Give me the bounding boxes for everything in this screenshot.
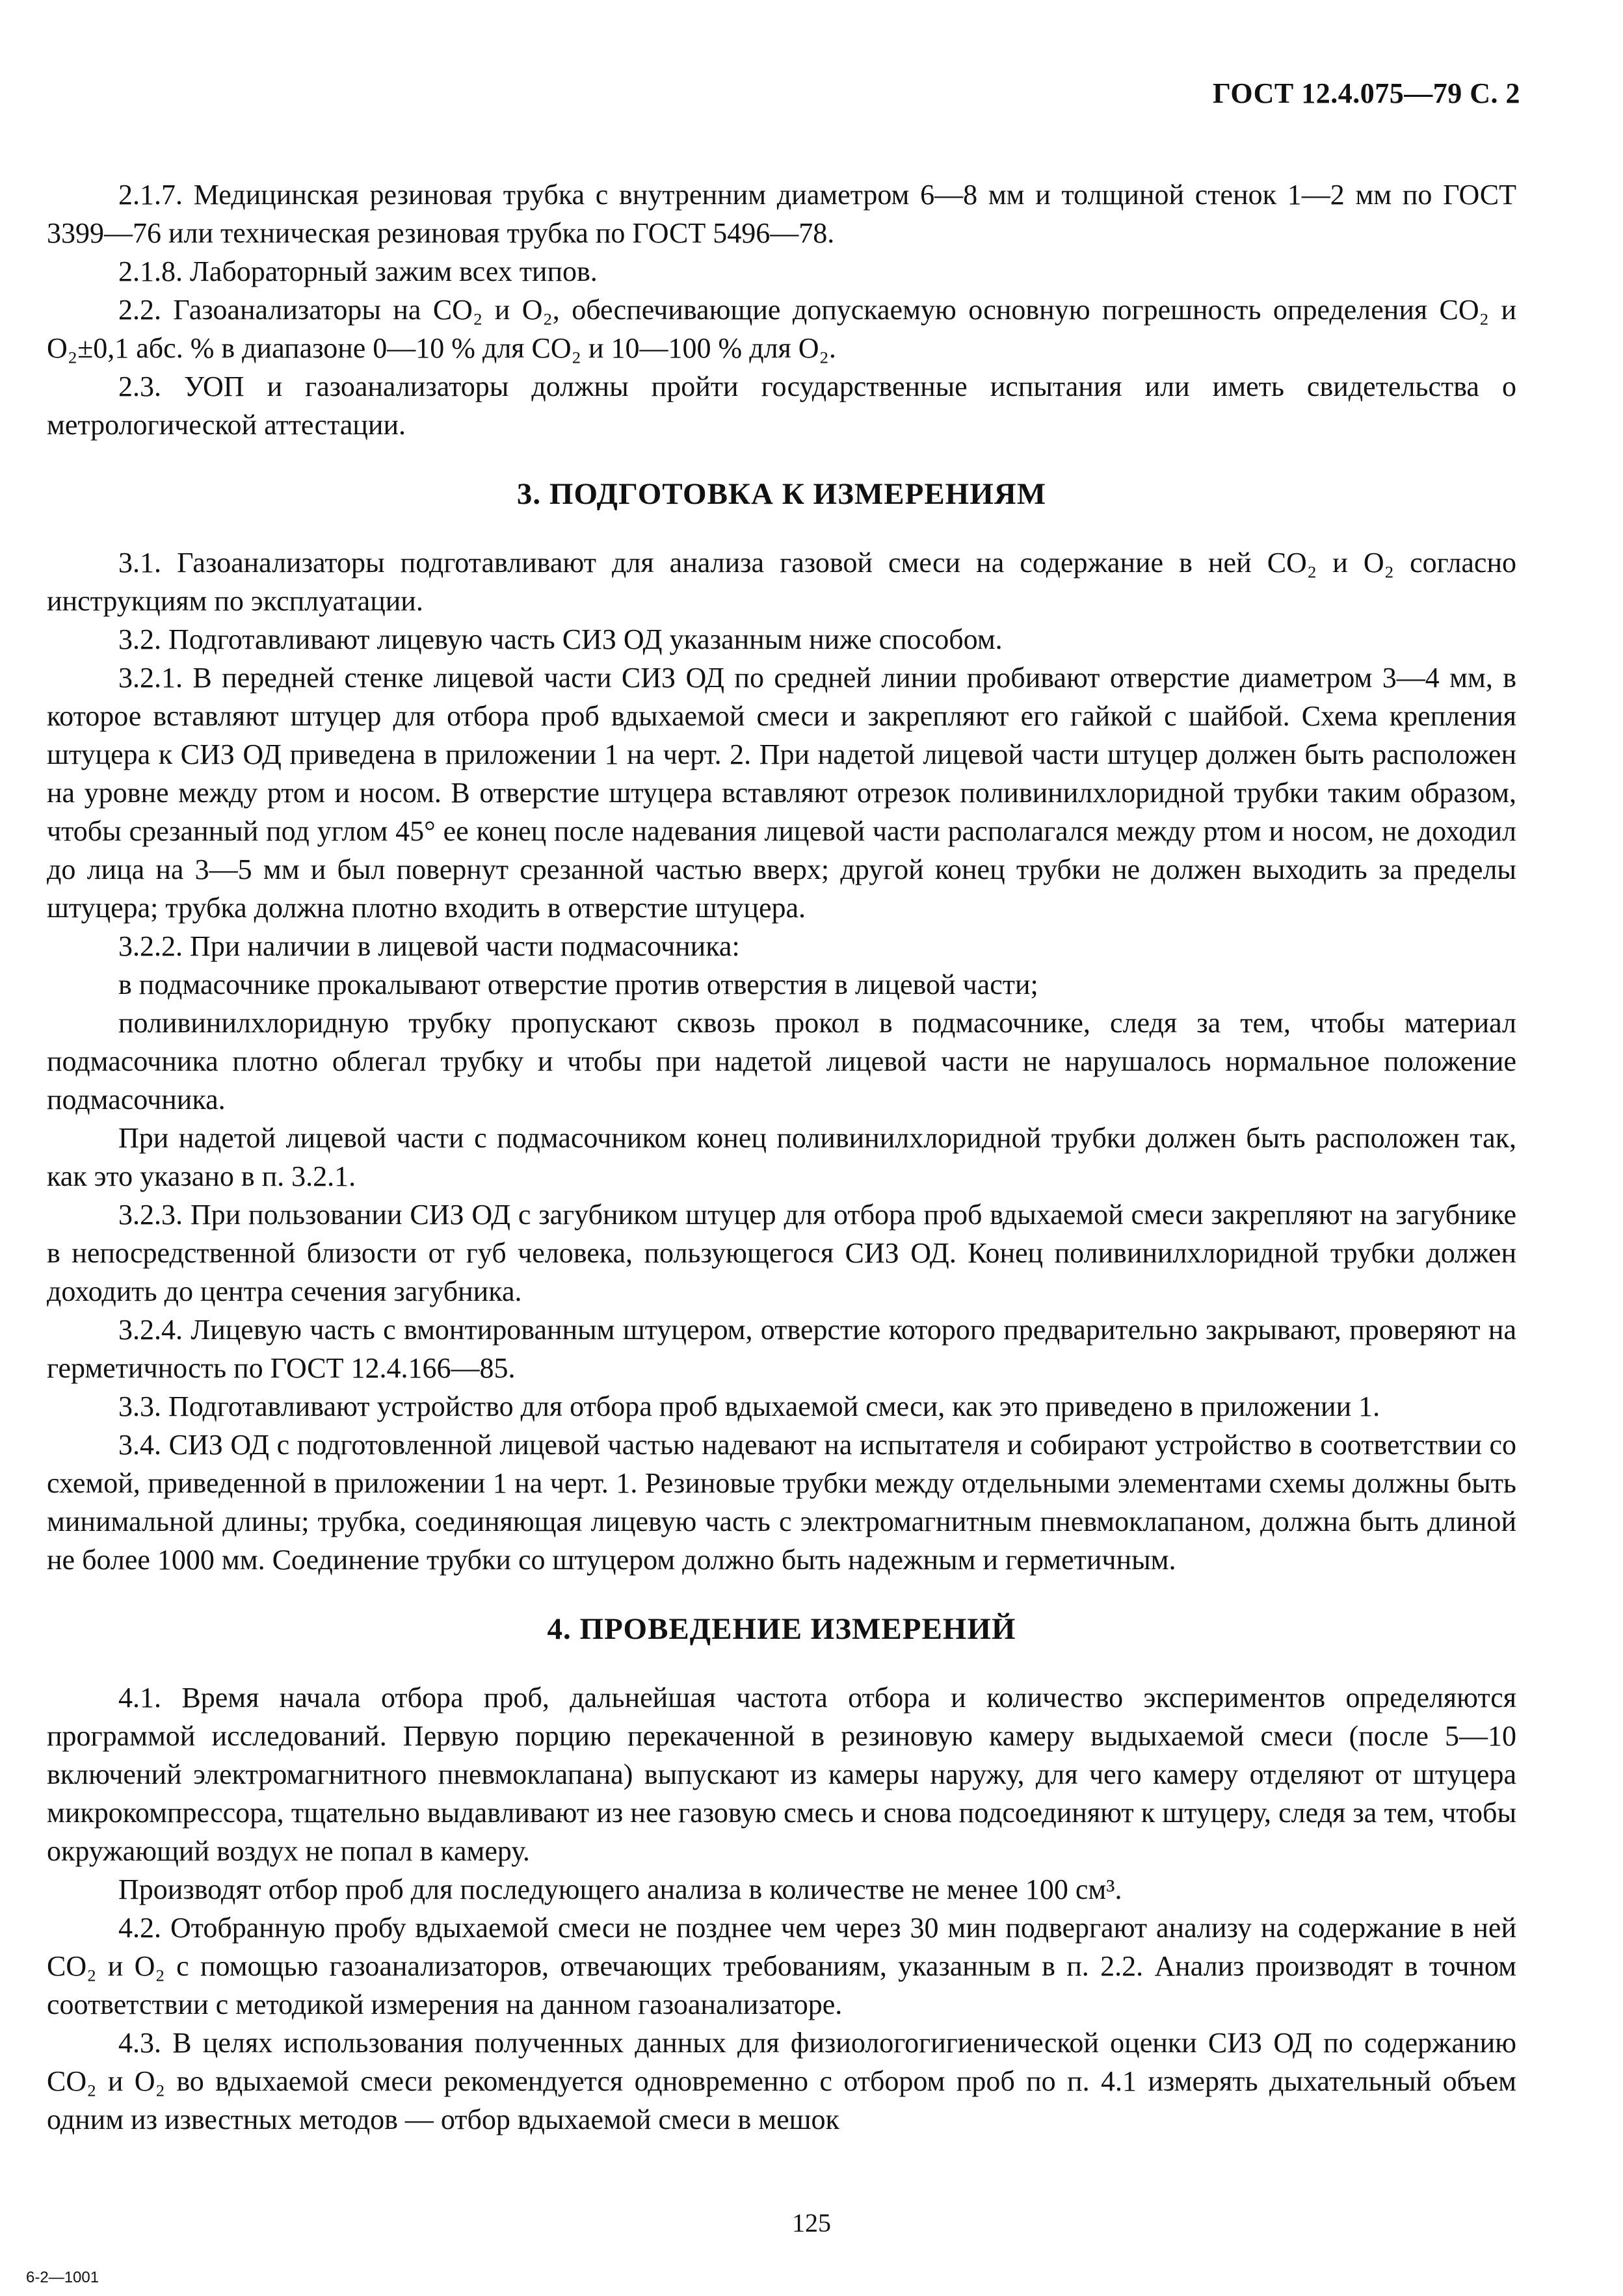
- document-body: [47, 176, 1516, 2139]
- paragraph: При надетой лицевой части с подмасочником конец поливинилхлоридной трубки должен быть расположен так, как это указано в п. 3.2.1.: [47, 1122, 1516, 1192]
- paragraph: в подмасочнике прокалывают отверстие против отверстия в лицевой части;: [118, 969, 1038, 1000]
- paragraph: 4.3. В целях использования полученных данных для физиологогигиенической оценки СИЗ ОД по содержанию CO₂ и O₂ во вдыхаемой смеси рекомендуется одновременно с отбором проб по п. 4.1 измерять дыхательный объем одним из известных методов — отбор вдыхаемой смеси в мешок: [47, 2027, 1516, 2135]
- paragraph: 3.2. Подготавливают лицевую часть СИЗ ОД указанным ниже способом.: [118, 623, 1003, 655]
- paragraph: поливинилхлоридную трубку пропускают сквозь прокол в подмасочнике, следя за тем, чтобы материал подмасочника плотно облегал трубку и чтобы при надетой лицевой части не нарушалось нормальное положение подмасочника.: [47, 1007, 1516, 1115]
- paragraph: 3.2.3. При пользовании СИЗ ОД с загубником штуцер для отбора проб вдыхаемой смеси закрепляют на загубнике в непосредственной близости от губ человека, пользующегося СИЗ ОД. Конец поливинилхлоридной трубки должен доходить до центра сечения загубника.: [47, 1199, 1516, 1307]
- paragraph: 3.2.2. При наличии в лицевой части подмасочника:: [118, 930, 740, 962]
- print-code: 6-2—1001: [26, 2269, 99, 2286]
- page-number: 125: [792, 2208, 831, 2237]
- page-header: ГОСТ 12.4.075—79 С. 2: [1212, 77, 1520, 109]
- paragraph: 3.1. Газоанализаторы подготавливают для анализа газовой смеси на содержание в ней CO₂ и O₂ согласно инструкциям по эксплуатации.: [47, 547, 1516, 617]
- paragraph: 3.4. СИЗ ОД с подготовленной лицевой частью надевают на испытателя и собирают устройство в соответствии со схемой, приведенной в приложении 1 на черт. 1. Резиновые трубки между отдельными элементами схемы должны быть минимальной длины; трубка, соединяющая лицевую часть с электромагнитным пневмоклапаном, должна быть длиной не более 1000 мм. Соединение трубки со штуцером должно быть надежным и герметичным.: [47, 1429, 1516, 1576]
- section-heading: 4. ПРОВЕДЕНИЕ ИЗМЕРЕНИЙ: [547, 1612, 1016, 1646]
- paragraph: 2.1.7. Медицинская резиновая трубка с внутренним диаметром 6—8 мм и толщиной стенок 1—2 мм по ГОСТ 3399—76 или техническая резиновая трубка по ГОСТ 5496—78.: [47, 179, 1516, 249]
- paragraph: 2.2. Газоанализаторы на CO₂ и O₂, обеспечивающие допускаемую основную погрешность определения CO₂ и O₂±0,1 абс. % в диапазоне 0—10 % для CO₂ и 10—100 % для O₂.: [47, 294, 1516, 364]
- paragraph: 4.1. Время начала отбора проб, дальнейшая частота отбора и количество экспериментов определяются программой исследований. Первую порцию перекаченной в резиновую камеру выдыхаемой смеси (после 5—10 включений электромагнитного пневмоклапана) выпускают из камеры наружу, для чего камеру отделяют от штуцера микрокомпрессора, тщательно выдавливают из нее газовую смесь и снова подсоединяют к штуцеру, следя за тем, чтобы окружающий воздух не попал в камеру.: [47, 1682, 1516, 1867]
- paragraph: 2.1.8. Лабораторный зажим всех типов.: [118, 255, 598, 287]
- paragraph: Производят отбор проб для последующего анализа в количестве не менее 100 см³.: [118, 1873, 1122, 1905]
- paragraph: 2.3. УОП и газоанализаторы должны пройти государственные испытания или иметь свидетельства о метрологической аттестации.: [47, 371, 1516, 441]
- paragraph: 4.2. Отобранную пробу вдыхаемой смеси не позднее чем через 30 мин подвергают анализу на содержание в ней CO₂ и O₂ с помощью газоанализаторов, отвечающих требованиям, указанным в п. 2.2. Анализ производят в точном соответствии с методикой измерения на данном газоанализаторе.: [47, 1912, 1516, 2020]
- paragraph: 3.2.4. Лицевую часть с вмонтированным штуцером, отверстие которого предварительно закрывают, проверяют на герметичность по ГОСТ 12.4.166—85.: [47, 1314, 1516, 1384]
- paragraph: 3.3. Подготавливают устройство для отбора проб вдыхаемой смеси, как это приведено в приложении 1.: [118, 1390, 1380, 1422]
- paragraph: 3.2.1. В передней стенке лицевой части СИЗ ОД по средней линии пробивают отверстие диаметром 3—4 мм, в которое вставляют штуцер для отбора проб вдыхаемой смеси и закрепляют его гайкой с шайбой. Схема крепления штуцера к СИЗ ОД приведена в приложении 1 на черт. 2. При надетой лицевой части штуцер должен быть расположен на уровне между ртом и носом. В отверстие штуцера вставляют отрезок поливинилхлоридной трубки таким образом, чтобы срезанный под углом 45° ее конец после надевания лицевой части располагался между ртом и носом, не доходил до лица на 3—5 мм и был повернут срезанной частью вверх; другой конец трубки не должен выходить за пределы штуцера; трубка должна плотно входить в отверстие штуцера.: [47, 662, 1516, 924]
- section-heading: 3. ПОДГОТОВКА К ИЗМЕРЕНИЯМ: [516, 477, 1047, 511]
